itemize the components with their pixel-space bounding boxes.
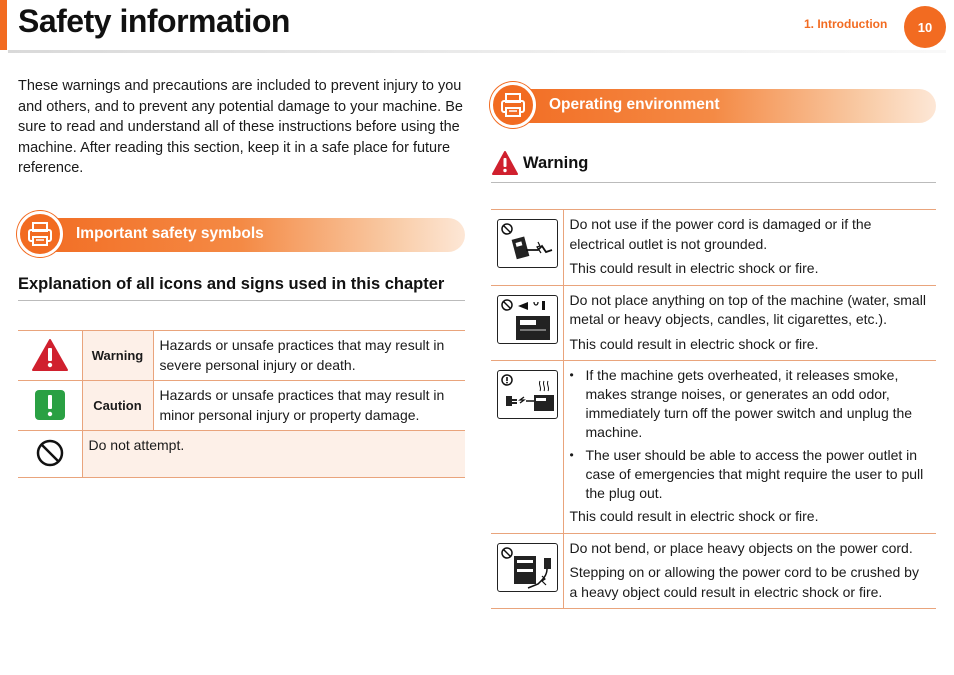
warning-note: Stepping on or allowing the power cord to be crushed by a heavy object could result in electric shock or fire. [569,564,919,600]
warnings-table [491,209,936,609]
table-row [491,533,936,609]
symbols-table [18,330,465,478]
printer-icon [490,82,536,128]
operating-environment-banner [491,89,936,123]
important-symbols-banner [18,218,465,252]
warning-triangle-icon [491,150,519,176]
warning-triangle-icon [31,338,69,372]
warning-text: Do not use if the power cord is damaged or if the electrical outlet is not grounded. [569,216,872,252]
table-row [18,381,465,431]
symbol-description: Hazards or unsafe practices that may result in minor personal injury or property damage. [153,381,465,431]
intro-paragraph: These warnings and precautions are included to prevent injury to you and others, and to prevent any potential damage to your machine. Be sure to read and understand all of these instructions before using the machine. After reading this section, keep it in a safe place for future reference. [18,78,463,176]
header-accent-bar [0,0,7,50]
warning-divider [491,182,936,183]
prohibited-icon [35,438,65,468]
symbol-name: Caution [82,381,153,431]
explanation-subheading: Explanation of all icons and signs used in this chapter [18,275,445,293]
page-title: Safety information [18,3,290,39]
list-item: • If the machine gets overheated, it releases smoke, makes strange noises, or generates an odd odor, immediately turn off the power switch and unplug the machine. [570,366,931,442]
table-row [18,431,465,478]
symbol-name: Warning [82,331,153,381]
warning-note: This could result in electric shock or fire. [569,335,819,352]
warning-bullet-list [570,366,931,503]
table-row [491,285,936,361]
caution-icon [33,388,67,422]
symbol-description: Do not attempt. [82,431,465,478]
table-row [491,210,936,286]
warning-note: This could result in electric shock or fire. [569,508,819,524]
section-title: Important safety symbols [76,225,264,242]
table-row [491,361,936,534]
printer-icon [17,211,63,257]
page-number-badge: 10 [904,6,946,48]
chapter-label[interactable]: 1. Introduction [804,17,888,31]
warning-text: Do not place anything on top of the machine (water, small metal or heavy objects, candles, lit cigarettes, etc.). [569,291,926,327]
warning-text: Do not bend, or place heavy objects on the power cord. [569,539,913,556]
section-title: Operating environment [549,96,720,113]
list-item: • The user should be able to access the power outlet in case of emergencies that might require the user to pull the plug out. [570,446,931,503]
nothing-on-top-icon [497,295,558,344]
crushed-cord-icon [497,543,558,592]
damaged-cord-icon [497,219,558,268]
overheat-unplug-icon [497,370,558,419]
subheading-divider [18,300,465,301]
table-row [18,331,465,381]
warning-heading [491,150,588,176]
warning-note: This could result in electric shock or fire. [569,260,819,276]
symbol-description: Hazards or unsafe practices that may result in severe personal injury or death. [153,331,465,381]
warning-label: Warning [523,153,589,172]
header-divider [8,50,946,53]
